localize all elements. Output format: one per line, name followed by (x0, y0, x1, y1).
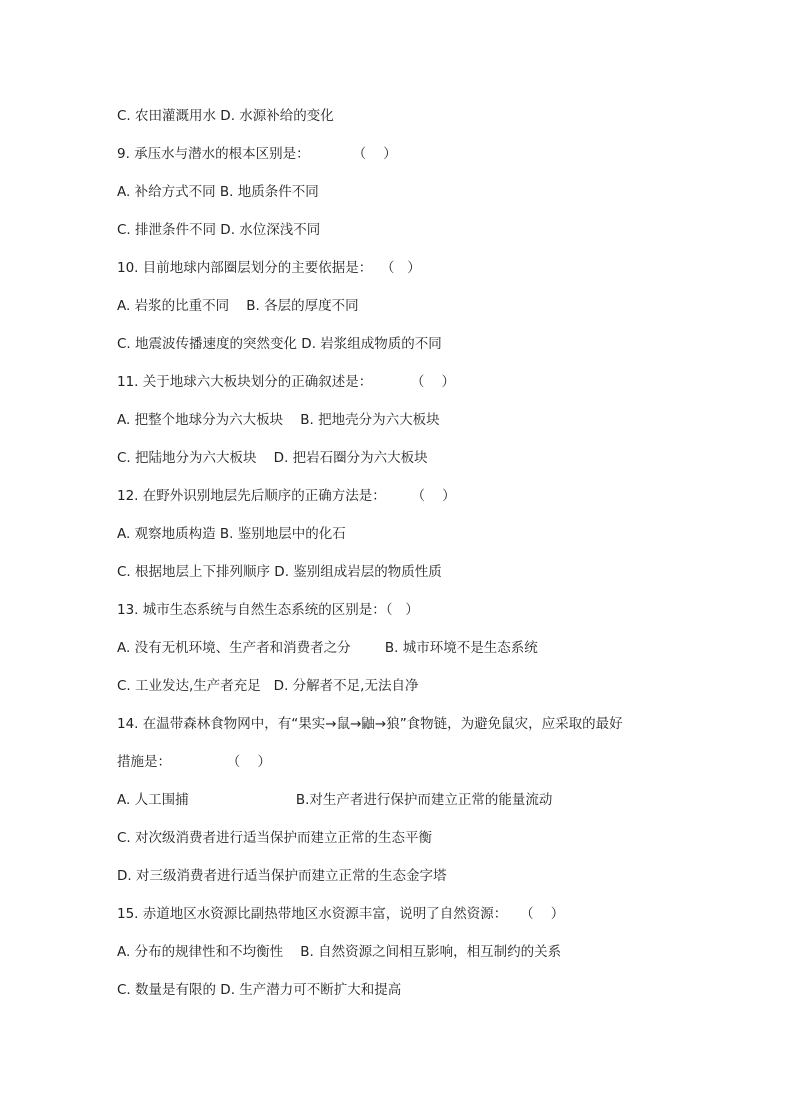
q12-options-cd: C. 根据地层上下排列顺序 D. 鉴别组成岩层的物质性质 (117, 564, 442, 580)
q13-options-ab: A. 没有无机环境、生产者和消费者之分 B. 城市环境不是生态系统 (117, 640, 538, 656)
q12-options-ab: A. 观察地质构造 B. 鉴别地层中的化石 (117, 526, 346, 542)
q11-stem: 11. 关于地球六大板块划分的正确叙述是： （ ） (117, 374, 456, 390)
q14-option-c: C. 对次级消费者进行适当保护而建立正常的生态平衡 (117, 830, 433, 846)
q14-option-d: D. 对三级消费者进行适当保护而建立正常的生态金字塔 (117, 868, 447, 884)
q14-options-ab: A. 人工围捕 B.对生产者进行保护而建立正常的能量流动 (117, 792, 553, 808)
q11-options-cd: C. 把陆地分为六大板块 D. 把岩石圈分为六大板块 (117, 450, 428, 466)
q14-stem: 14. 在温带森林食物网中，有“果实→鼠→鼬→狼”食物链，为避免鼠灾，应采取的最好 (117, 716, 623, 732)
q9-options-ab: A. 补给方式不同 B. 地质条件不同 (117, 184, 319, 200)
q9-stem: 9. 承压水与潜水的根本区别是： （ ） (117, 146, 397, 162)
q13-options-cd: C. 工业发达,生产者充足 D. 分解者不足,无法自净 (117, 678, 419, 694)
q10-options-ab: A. 岩浆的比重不同 B. 各层的厚度不同 (117, 298, 359, 314)
q13-stem: 13. 城市生态系统与自然生态系统的区别是：（ ） (117, 602, 419, 618)
q10-options-cd: C. 地震波传播速度的突然变化 D. 岩浆组成物质的不同 (117, 336, 442, 352)
q10-stem: 10. 目前地球内部圈层划分的主要依据是： （ ） (117, 260, 421, 276)
q11-options-ab: A. 把整个地球分为六大板块 B. 把地壳分为六大板块 (117, 412, 440, 428)
q15-stem: 15. 赤道地区水资源比副热带地区水资源丰富，说明了自然资源： （ ） (117, 906, 565, 922)
q12-stem: 12. 在野外识别地层先后顺序的正确方法是： （ ） (117, 488, 456, 504)
q8-options-cd: C. 农田灌溉用水 D. 水源补给的变化 (117, 108, 334, 124)
q9-options-cd: C. 排泄条件不同 D. 水位深浅不同 (117, 222, 321, 238)
q15-options-ab: A. 分布的规律性和不均衡性 B. 自然资源之间相互影响，相互制约的关系 (117, 944, 562, 960)
q15-options-cd: C. 数量是有限的 D. 生产潜力可不断扩大和提高 (117, 982, 402, 998)
q14-stem-continued: 措施是： （ ） (117, 754, 271, 770)
